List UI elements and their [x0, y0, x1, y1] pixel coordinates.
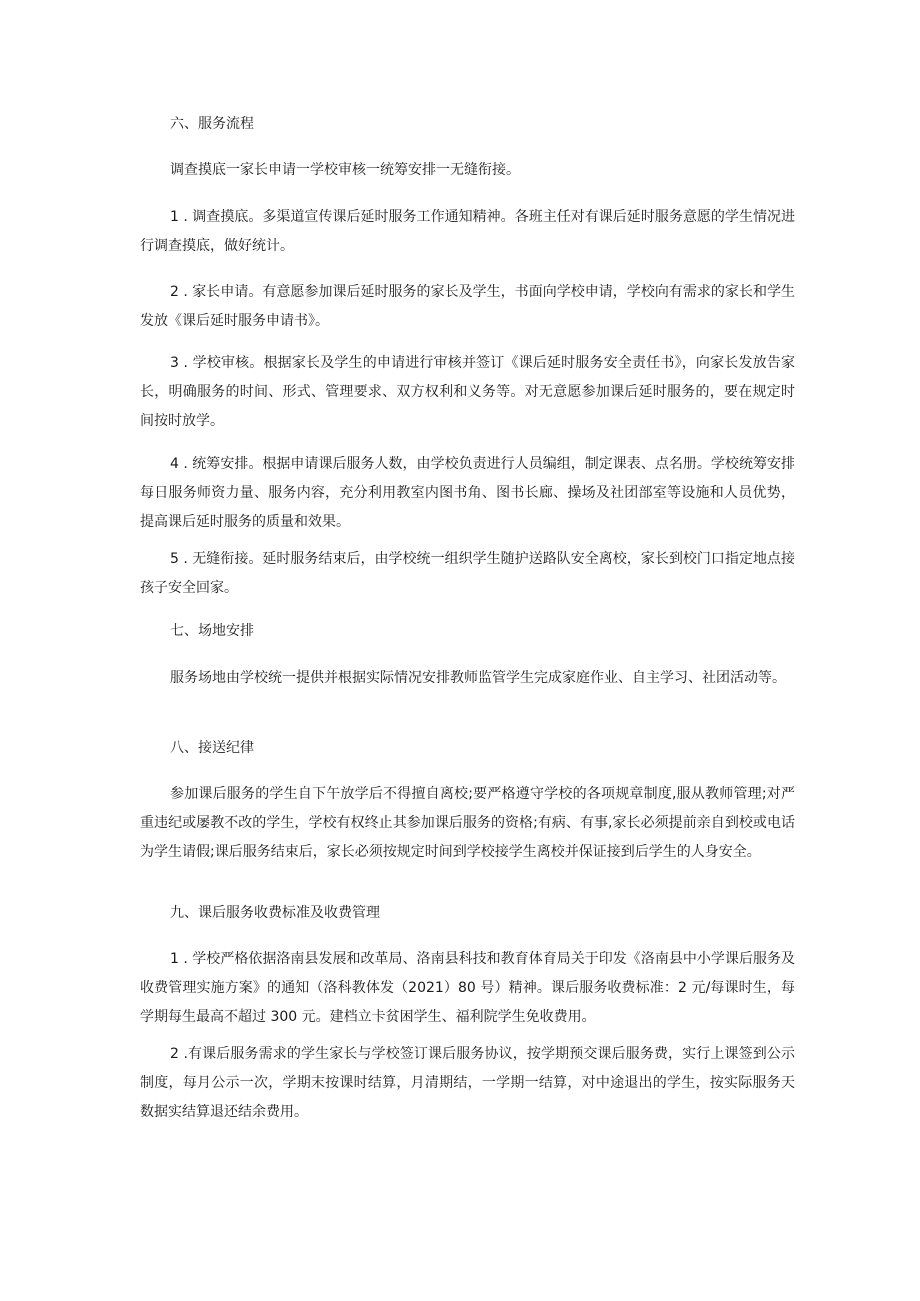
section-8-heading: 八、接送纪律: [170, 740, 254, 756]
section-7-heading: 七、场地安排: [170, 623, 254, 639]
section-6-item-3: 3 . 学校审核。根据家长及学生的申请进行审核并签订《课后延时服务安全责任书》，向家长发放告家长，明确服务的时间、形式、管理要求、双方权利和义务等。对无意愿参加课后延时服务的，要在规定时间按时放学。: [140, 355, 795, 429]
section-6-item-4: 4 . 统筹安排。根据申请课后服务人数，由学校负责进行人员编组，制定课表、点名册。学校统筹安排每日服务师资力量、服务内容，充分利用教室内图书角、图书长廊、操场及社团部室等设施和人员优势，提高课后延时服务的质量和效果。: [140, 456, 795, 530]
section-6-item-2: 2 . 家长申请。有意愿参加课后延时服务的家长及学生，书面向学校申请，学校向有需求的家长和学生发放《课后延时服务申请书》。: [140, 284, 795, 329]
section-7-body: 服务场地由学校统一提供并根据实际情况安排教师监管学生完成家庭作业、自主学习、社团活动等。: [170, 670, 786, 686]
section-9-item-1: 1 . 学校严格依据洛南县发展和改革局、洛南县科技和教育体育局关于印发《洛南县中小学课后服务及收费管理实施方案》的通知（洛科教体发（2021）80 号）精神。课后服务收费标准：2 元/每课时生，每学期每生最高不超过 300 元。建档立卡贫困学生、福利院学生免收费用。: [140, 951, 795, 1025]
section-6-overview: 调查摸底一家长申请一学校审核一统筹安排一无缝衔接。: [170, 162, 520, 178]
section-6-heading: 六、服务流程: [170, 116, 254, 132]
section-8-body: 参加课后服务的学生自下午放学后不得擅自离校;要严格遵守学校的各项规章制度,服从教师管理;对严重违纪或屡教不改的学生，学校有权终止其参加课后服务的资格;有病、有事,家长必须提前亲自到校或电话为学生请假;课后服务结束后，家长必须按规定时间到学校接学生离校并保证接到后学生的人身安全。: [140, 786, 795, 860]
section-9-heading: 九、课后服务收费标准及收费管理: [170, 905, 380, 921]
section-9-item-2: 2 .有课后服务需求的学生家长与学校签订课后服务协议，按学期预交课后服务费，实行上课签到公示制度，每月公示一次，学期末按课时结算，月清期结，一学期一结算，对中途退出的学生，按实际服务天数据实结算退还结余费用。: [140, 1046, 795, 1120]
section-6-item-1: 1 . 调查摸底。多渠道宣传课后延时服务工作通知精神。各班主任对有课后延时服务意愿的学生情况进行调查摸底，做好统计。: [140, 209, 795, 254]
section-6-item-5: 5 . 无缝衔接。延时服务结束后，由学校统一组织学生随护送路队安全离校，家长到校门口指定地点接孩子安全回家。: [140, 551, 795, 596]
